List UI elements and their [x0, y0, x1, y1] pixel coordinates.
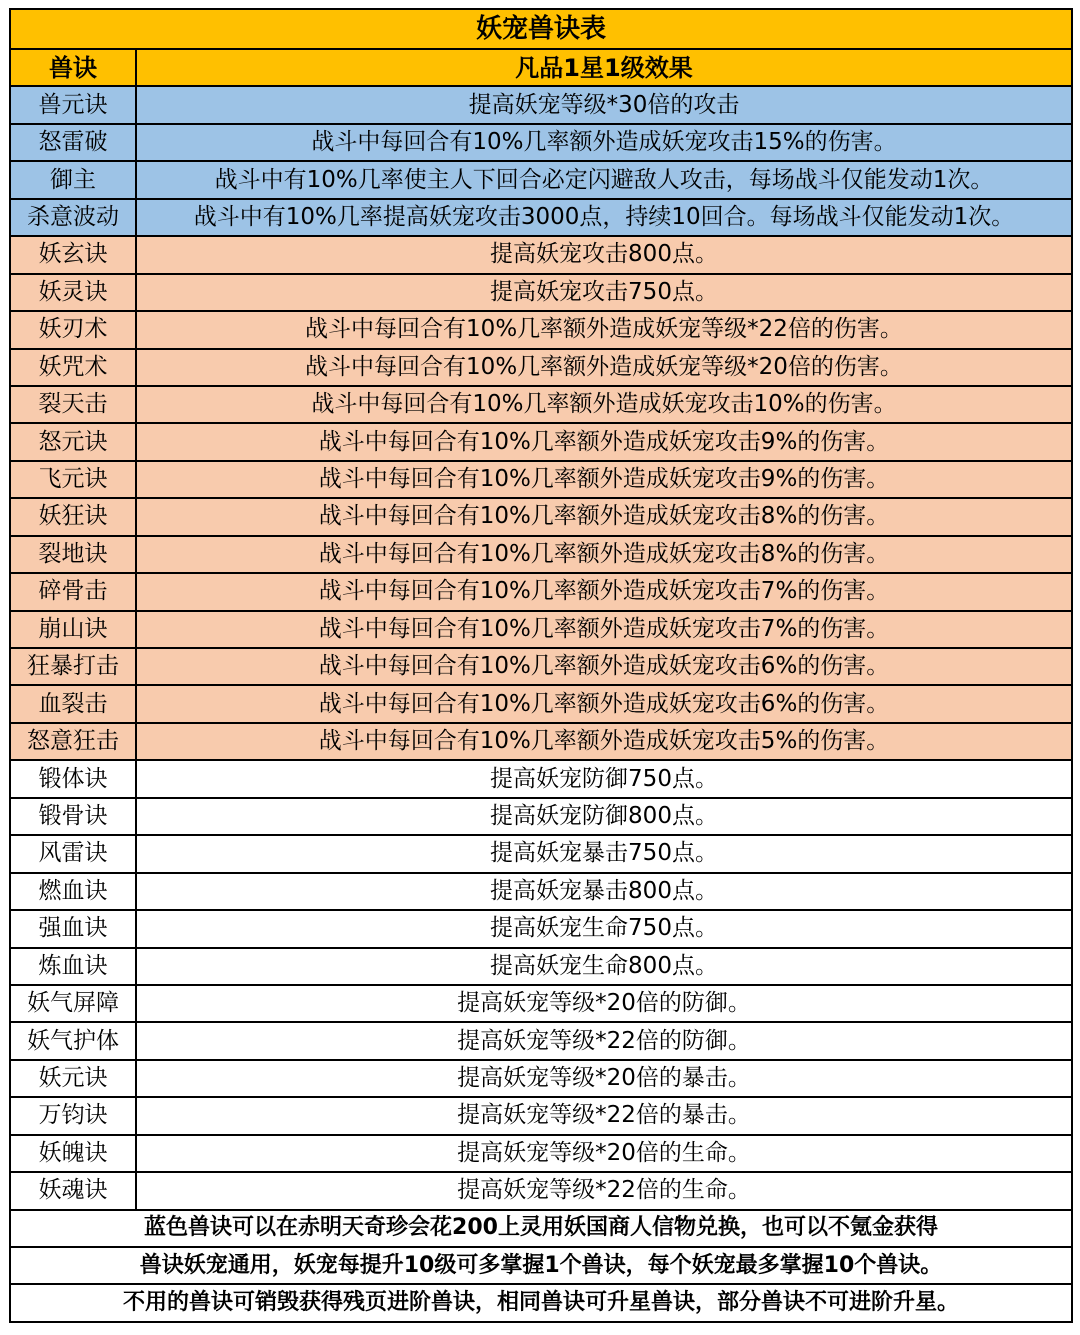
skill-name-cell: 万钧诀	[10, 1097, 136, 1134]
table-row	[10, 199, 1072, 236]
skill-name-cell: 血裂击	[10, 685, 136, 722]
skill-effect-cell: 提高妖宠暴击750点。	[136, 835, 1072, 872]
table-row	[10, 274, 1072, 311]
table-row	[10, 685, 1072, 722]
table-row	[10, 948, 1072, 985]
title-row	[10, 9, 1072, 49]
table-row	[10, 1097, 1072, 1134]
skill-effect-cell: 提高妖宠等级*20倍的防御。	[136, 985, 1072, 1022]
skill-effect-cell: 提高妖宠生命750点。	[136, 910, 1072, 947]
skill-effect-cell: 战斗中每回合有10%几率额外造成妖宠攻击8%的伤害。	[136, 536, 1072, 573]
skill-name-cell: 妖魂诀	[10, 1172, 136, 1209]
table-row	[10, 873, 1072, 910]
table-row	[10, 498, 1072, 535]
skill-name-cell: 裂地诀	[10, 536, 136, 573]
skill-effect-cell: 提高妖宠等级*22倍的生命。	[136, 1172, 1072, 1209]
note-text: 兽诀妖宠通用，妖宠每提升10级可多掌握1个兽诀，每个妖宠最多掌握10个兽诀。	[10, 1247, 1072, 1284]
skill-table-body	[10, 9, 1072, 1322]
table-row	[10, 236, 1072, 273]
table-row	[10, 461, 1072, 498]
header-effect: 凡品1星1级效果	[136, 49, 1072, 86]
skill-name-cell: 锻体诀	[10, 760, 136, 797]
skill-name-cell: 怒意狂击	[10, 723, 136, 760]
skill-effect-cell: 战斗中有10%几率提高妖宠攻击3000点，持续10回合。每场战斗仅能发动1次。	[136, 199, 1072, 236]
table-row	[10, 723, 1072, 760]
table-title: 妖宠兽诀表	[10, 9, 1072, 49]
table-row	[10, 760, 1072, 797]
skill-name-cell: 燃血诀	[10, 873, 136, 910]
skill-table	[9, 8, 1073, 1323]
note-text: 不用的兽诀可销毁获得残页进阶兽诀，相同兽诀可升星兽诀，部分兽诀不可进阶升星。	[10, 1284, 1072, 1321]
skill-name-cell: 妖气屏障	[10, 985, 136, 1022]
skill-effect-cell: 战斗中每回合有10%几率额外造成妖宠攻击7%的伤害。	[136, 611, 1072, 648]
table-row	[10, 1172, 1072, 1209]
note-row	[10, 1210, 1072, 1247]
table-row	[10, 910, 1072, 947]
skill-name-cell: 妖刃术	[10, 311, 136, 348]
skill-name-cell: 怒元诀	[10, 423, 136, 460]
table-row	[10, 311, 1072, 348]
skill-name-cell: 怒雷破	[10, 124, 136, 161]
skill-effect-cell: 提高妖宠攻击800点。	[136, 236, 1072, 273]
skill-name-cell: 裂天击	[10, 386, 136, 423]
skill-effect-cell: 战斗中每回合有10%几率额外造成妖宠攻击15%的伤害。	[136, 124, 1072, 161]
skill-effect-cell: 提高妖宠等级*20倍的暴击。	[136, 1060, 1072, 1097]
skill-effect-cell: 提高妖宠生命800点。	[136, 948, 1072, 985]
skill-effect-cell: 战斗中每回合有10%几率额外造成妖宠攻击10%的伤害。	[136, 386, 1072, 423]
skill-effect-cell: 战斗中每回合有10%几率额外造成妖宠等级*22倍的伤害。	[136, 311, 1072, 348]
skill-effect-cell: 战斗中每回合有10%几率额外造成妖宠等级*20倍的伤害。	[136, 349, 1072, 386]
skill-name-cell: 杀意波动	[10, 199, 136, 236]
skill-effect-cell: 提高妖宠等级*22倍的防御。	[136, 1022, 1072, 1059]
table-row	[10, 86, 1072, 123]
skill-effect-cell: 战斗中每回合有10%几率额外造成妖宠攻击6%的伤害。	[136, 685, 1072, 722]
note-row	[10, 1247, 1072, 1284]
header-name: 兽诀	[10, 49, 136, 86]
skill-effect-cell: 战斗中每回合有10%几率额外造成妖宠攻击9%的伤害。	[136, 423, 1072, 460]
skill-name-cell: 妖狂诀	[10, 498, 136, 535]
skill-name-cell: 碎骨击	[10, 573, 136, 610]
skill-name-cell: 妖灵诀	[10, 274, 136, 311]
header-row	[10, 49, 1072, 86]
skill-name-cell: 锻骨诀	[10, 798, 136, 835]
table-row	[10, 985, 1072, 1022]
skill-effect-cell: 提高妖宠暴击800点。	[136, 873, 1072, 910]
skill-name-cell: 妖咒术	[10, 349, 136, 386]
skill-name-cell: 妖气护体	[10, 1022, 136, 1059]
table-row	[10, 536, 1072, 573]
skill-effect-cell: 战斗中每回合有10%几率额外造成妖宠攻击8%的伤害。	[136, 498, 1072, 535]
skill-effect-cell: 战斗中有10%几率使主人下回合必定闪避敌人攻击，每场战斗仅能发动1次。	[136, 161, 1072, 198]
skill-effect-cell: 战斗中每回合有10%几率额外造成妖宠攻击5%的伤害。	[136, 723, 1072, 760]
skill-effect-cell: 提高妖宠等级*20倍的生命。	[136, 1135, 1072, 1172]
skill-name-cell: 风雷诀	[10, 835, 136, 872]
table-row	[10, 386, 1072, 423]
table-row	[10, 1022, 1072, 1059]
skill-name-cell: 妖元诀	[10, 1060, 136, 1097]
skill-name-cell: 妖玄诀	[10, 236, 136, 273]
table-row	[10, 423, 1072, 460]
table-row	[10, 648, 1072, 685]
skill-effect-cell: 提高妖宠防御750点。	[136, 760, 1072, 797]
note-row	[10, 1284, 1072, 1321]
skill-effect-cell: 战斗中每回合有10%几率额外造成妖宠攻击6%的伤害。	[136, 648, 1072, 685]
note-text: 蓝色兽诀可以在赤明天奇珍会花200上灵用妖国商人信物兑换，也可以不氪金获得	[10, 1210, 1072, 1247]
table-row	[10, 1135, 1072, 1172]
skill-effect-cell: 提高妖宠攻击750点。	[136, 274, 1072, 311]
skill-effect-cell: 提高妖宠防御800点。	[136, 798, 1072, 835]
skill-effect-cell: 提高妖宠等级*22倍的暴击。	[136, 1097, 1072, 1134]
skill-name-cell: 御主	[10, 161, 136, 198]
table-row	[10, 349, 1072, 386]
skill-name-cell: 强血诀	[10, 910, 136, 947]
skill-name-cell: 狂暴打击	[10, 648, 136, 685]
skill-name-cell: 妖魄诀	[10, 1135, 136, 1172]
table-row	[10, 573, 1072, 610]
table-row	[10, 835, 1072, 872]
table-row	[10, 161, 1072, 198]
table-row	[10, 611, 1072, 648]
skill-name-cell: 飞元诀	[10, 461, 136, 498]
skill-effect-cell: 战斗中每回合有10%几率额外造成妖宠攻击7%的伤害。	[136, 573, 1072, 610]
skill-name-cell: 炼血诀	[10, 948, 136, 985]
table-row	[10, 124, 1072, 161]
table-row	[10, 1060, 1072, 1097]
skill-name-cell: 兽元诀	[10, 86, 136, 123]
table-row	[10, 798, 1072, 835]
skill-name-cell: 崩山诀	[10, 611, 136, 648]
skill-effect-cell: 战斗中每回合有10%几率额外造成妖宠攻击9%的伤害。	[136, 461, 1072, 498]
skill-effect-cell: 提高妖宠等级*30倍的攻击	[136, 86, 1072, 123]
